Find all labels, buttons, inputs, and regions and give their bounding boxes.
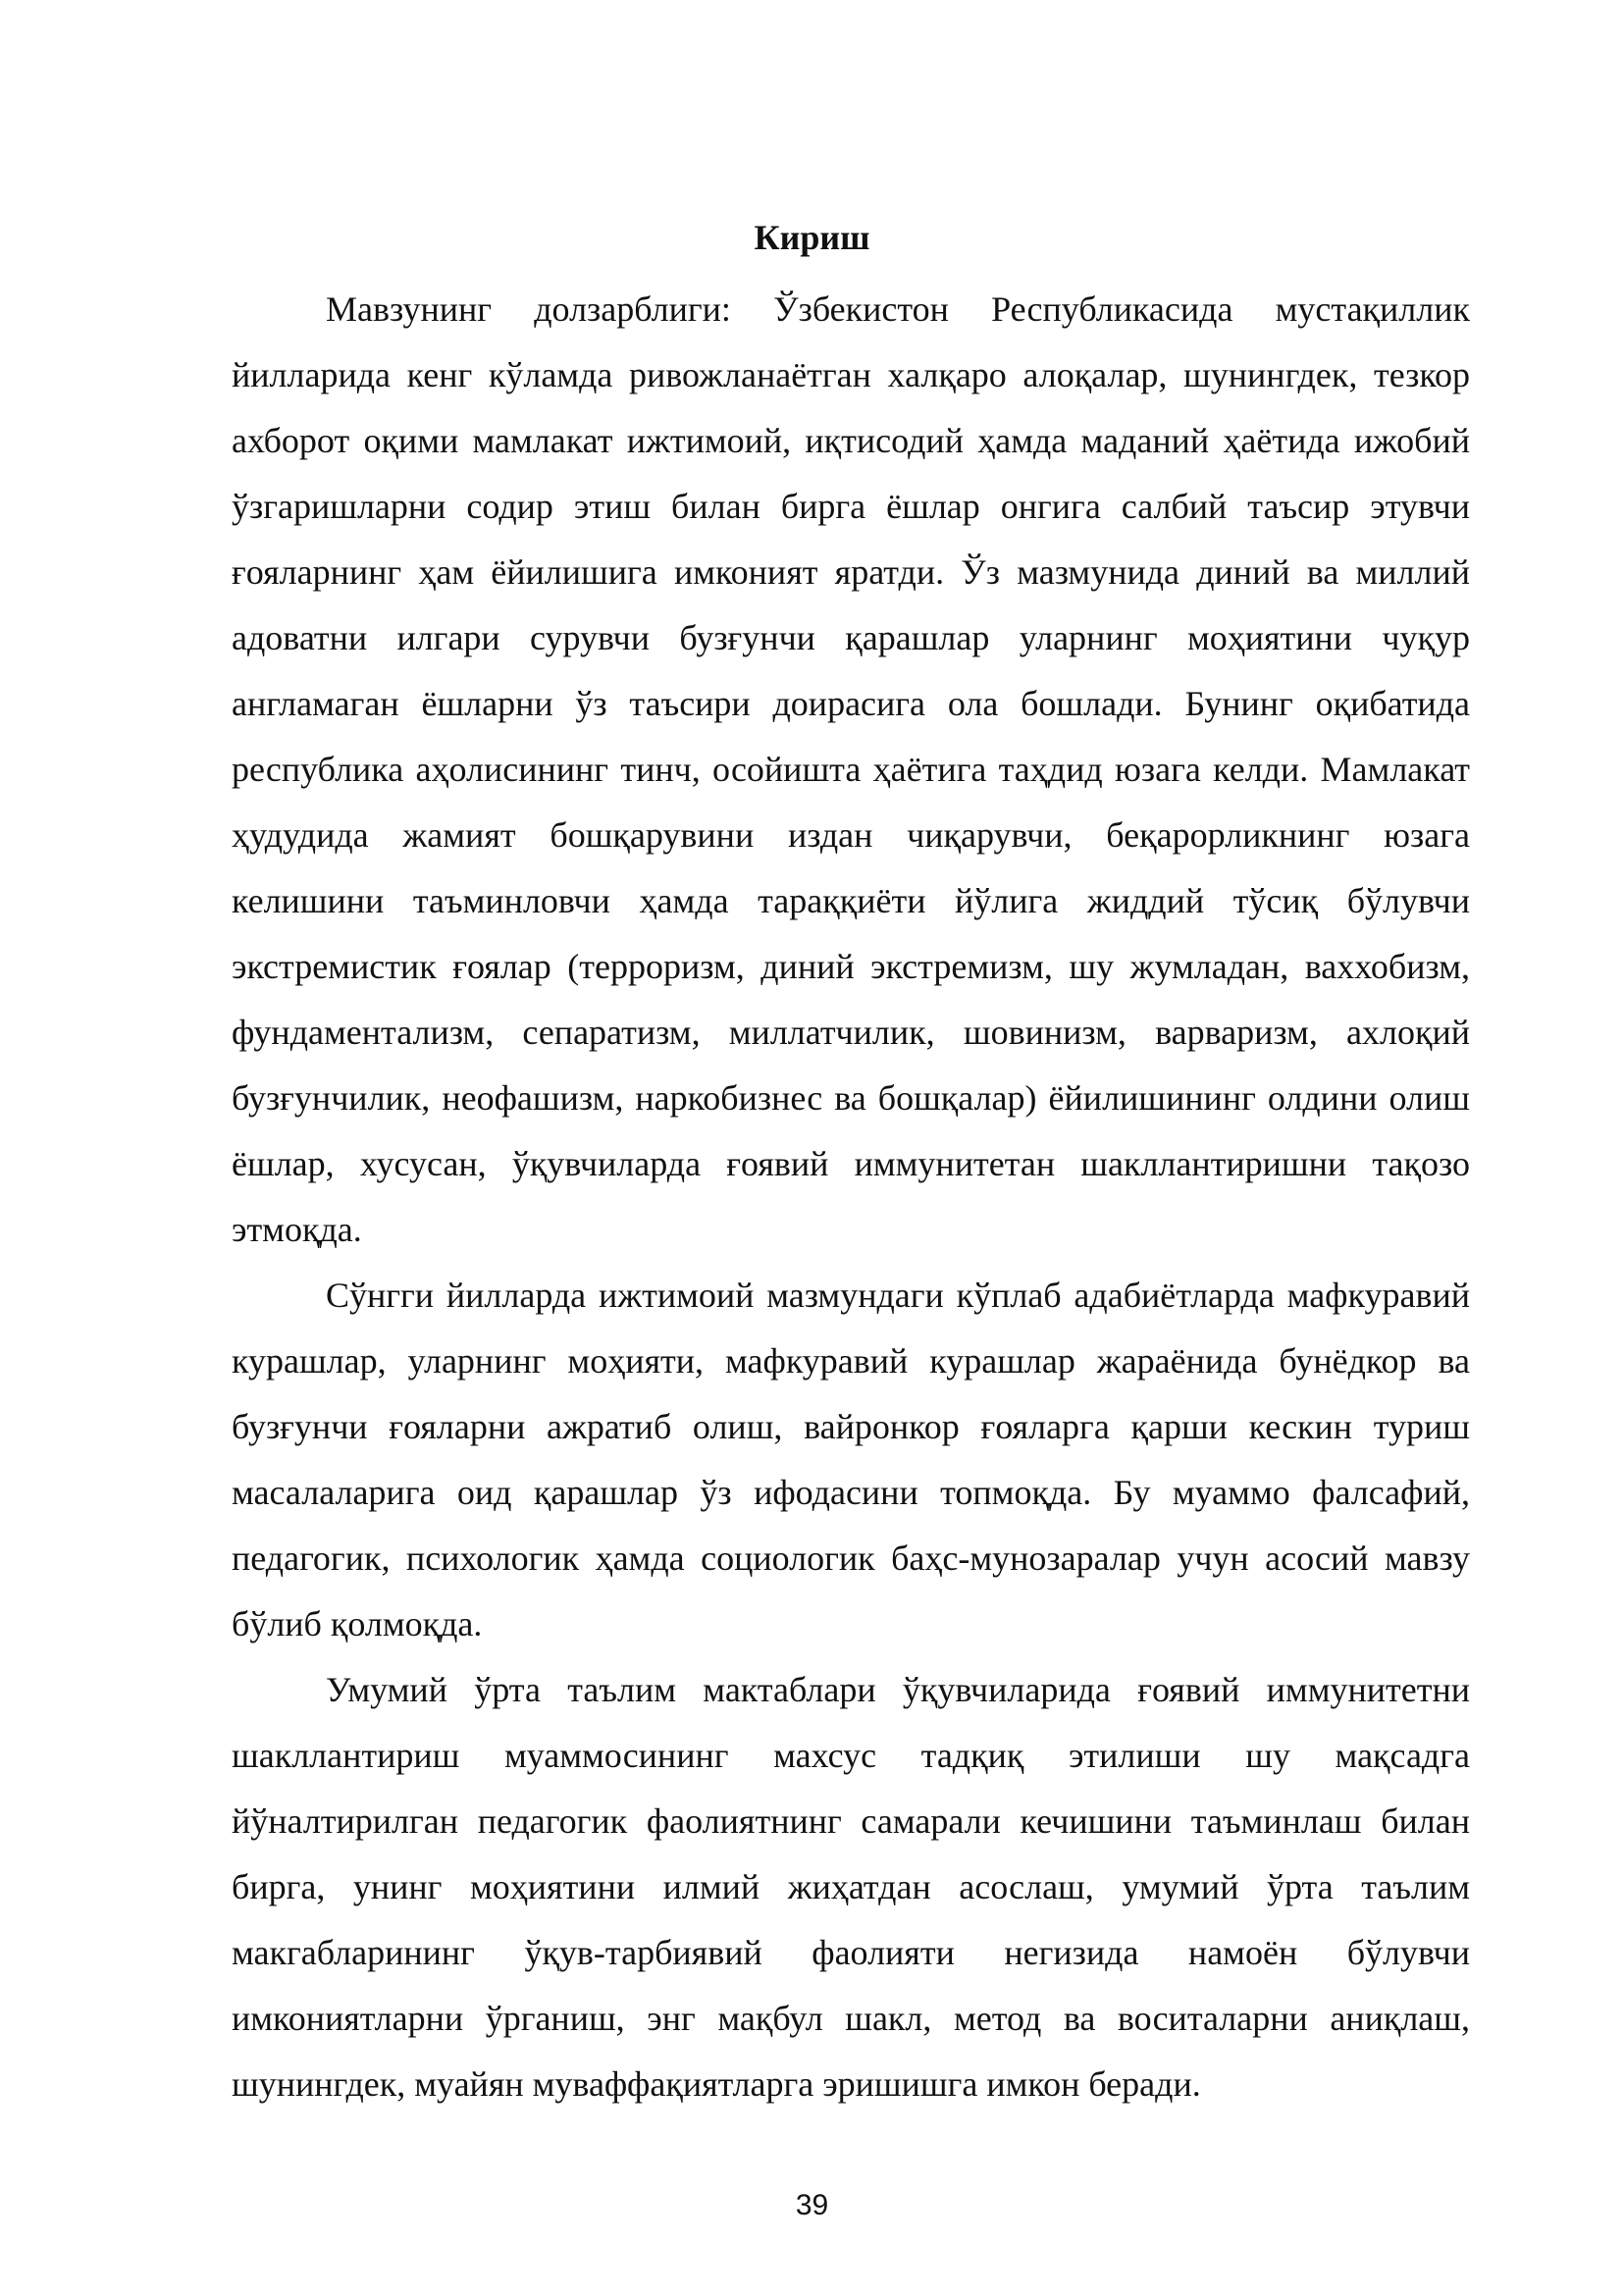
paragraph-relevance: Мавзунинг долзарблиги: Ўзбекистон Республикасида мустақиллик йилларида кенг кўламда ривожланаётган халқаро алоқалар, шунингдек, тезкор ахборот оқими мамлакат ижтимоий, иқтисодий ҳамда маданий ҳаётида ижобий ўзгаришларни содир этиш билан бирга ёшлар онгига салбий таъсир этувчи ғояларнинг ҳам ёйилишига имконият яратди. Ўз мазмунида диний ва миллий адоватни илгари сурувчи бузғунчи қарашлар уларнинг моҳиятини чуқур англамаган ёшларни ўз таъсири доирасига ола бошлади. Бунинг оқибатида республика аҳолисининг тинч, осойишта ҳаётига таҳдид юзага келди. Мамлакат ҳудудида жамият бошқарувини издан чиқарувчи, беқарорликнинг юзага келишини таъминловчи ҳамда тараққиёти йўлига жиддий тўсиқ бўлувчи экстремистик ғоялар (терроризм, диний экстремизм, шу жумладан, ваххобизм, фундаментализм, сепаратизм, миллатчилик, шовинизм, варваризм, ахлоқий бузғунчилик, неофашизм, наркобизнес ва бошқалар) ёйилишининг олдини олиш ёшлар, хусусан, ўқувчиларда ғоявий иммунитетан шакллантиришни тақозо этмоқда. <box>232 289 1470 1249</box>
paragraph-literature: Сўнгги йилларда ижтимоий мазмундаги кўплаб адабиётларда мафкуравий курашлар, уларнинг моҳияти, мафкуравий курашлар жараёнида бунёдкор ва бузғунчи ғояларни ажратиб олиш, вайронкор ғояларга қарши кескин туриш масалаларига оид қарашлар ўз ифодасини топмоқда. Бу муаммо фалсафий, педагогик, психологик ҳамда социологик баҳс-мунозаралар учун асосий мавзу бўлиб қолмоқда. <box>232 1276 1470 1643</box>
page-number: 39 <box>795 2189 829 2221</box>
paragraph-research: Умумий ўрта таълим мактаблари ўқувчиларида ғоявий иммунитетни шакллантириш муаммосининг махсус тадқиқ этилиши шу мақсадга йўналтирилган педагогик фаолиятнинг самарали кечишини таъминлаш билан бирга, унинг моҳиятини илмий жиҳатдан асослаш, умумий ўрта таълим макгабларининг ўқув-тарбиявий фаолияти негизида намоён бўлувчи имкониятларни ўрганиш, энг мақбул шакл, метод ва воситаларни аниқлаш, шунингдек, муайян муваффақиятларга эришишга имкон беради. <box>232 1670 1470 2104</box>
body-text <box>232 277 1470 2117</box>
section-title: Кириш <box>754 218 870 257</box>
